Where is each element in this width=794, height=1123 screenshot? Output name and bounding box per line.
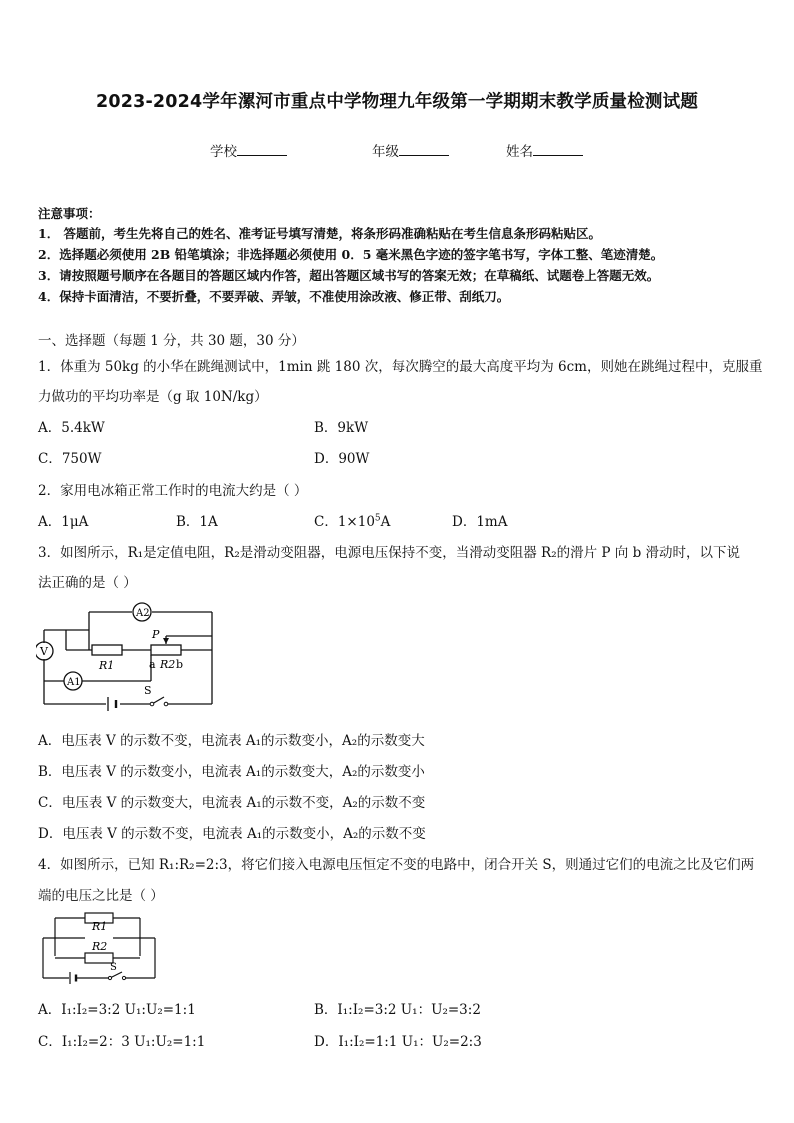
q3-option-a: A．电压表 V 的示数不变，电流表 A₁的示数变小，A₂的示数变大 xyxy=(38,733,425,749)
q3-option-b: B．电压表 V 的示数变小，电流表 A₁的示数变大，A₂的示数变小 xyxy=(38,764,425,780)
q3-option-c: C．电压表 V 的示数变大，电流表 A₁的示数不变，A₂的示数不变 xyxy=(38,795,426,811)
r1-label: R1 xyxy=(92,920,108,933)
slider-p-label: P xyxy=(152,628,160,641)
q4-stem-line2: 端的电压之比是（ ） xyxy=(38,888,164,904)
q2-option-c-unit: A xyxy=(380,514,391,530)
name-label: 姓名 xyxy=(506,144,533,160)
page-title: 2023-2024学年漯河市重点中学物理九年级第一学期期末教学质量检测试题 xyxy=(95,92,699,112)
q4-option-d: D．I₁:I₂=1:1 U₁：U₂=2:3 xyxy=(314,1034,482,1050)
q3-stem-line2: 法正确的是（ ） xyxy=(38,575,137,591)
switch-contact xyxy=(164,702,168,706)
q1-stem-line2: 力做功的平均功率是（g 取 10N/kg） xyxy=(38,389,268,405)
ammeter-a2-label: A2 xyxy=(136,608,150,619)
ammeter-a1-label: A1 xyxy=(67,677,81,688)
q4-option-a: A．I₁:I₂=3:2 U₁:U₂=1:1 xyxy=(38,1002,196,1018)
q2-option-d: D．1mA xyxy=(452,514,508,530)
r2-label: R2 xyxy=(92,940,108,953)
switch-contact xyxy=(108,976,111,979)
q4-stem-line1: 4．如图所示，已知 R₁:R₂=2:3，将它们接入电源电压恒定不变的电路中，闭合开关 S，则通过它们的电流之比及它们两 xyxy=(38,857,755,873)
r1-label: R1 xyxy=(99,659,115,672)
q2-option-c-base: C．1×10 xyxy=(314,514,375,530)
r2-label: R2 xyxy=(160,658,176,671)
school-blank xyxy=(237,143,287,156)
name-field xyxy=(506,140,583,160)
q3-circuit-diagram xyxy=(36,598,226,720)
grade-blank xyxy=(399,143,449,156)
end-a-label: a xyxy=(149,658,156,671)
switch-label: S xyxy=(144,684,152,697)
section-heading: 一、选择题（每题 1 分，共 30 题，30 分） xyxy=(38,333,305,349)
notice-item: 3．请按照题号顺序在各题目的答题区域内作答，超出答题区域书写的答案无效；在草稿纸、试题卷上答题无效。 xyxy=(38,268,660,283)
school-field xyxy=(210,140,287,160)
q1-option-c: C．750W xyxy=(38,451,102,467)
q3-option-d: D．电压表 V 的示数不变，电流表 A₁的示数变小，A₂的示数不变 xyxy=(38,826,426,842)
q2-option-c xyxy=(314,510,390,530)
q4-option-b: B．I₁:I₂=3:2 U₁：U₂=3:2 xyxy=(314,1002,481,1018)
q2-stem: 2．家用电冰箱正常工作时的电流大约是（ ） xyxy=(38,483,308,499)
end-b-label: b xyxy=(176,658,184,671)
q1-option-b: B．9kW xyxy=(314,420,369,436)
switch-label: S xyxy=(110,962,117,973)
voltmeter-label: V xyxy=(40,645,48,658)
grade-label: 年级 xyxy=(372,144,399,160)
q3-stem-line1: 3．如图所示，R₁是定值电阻，R₂是滑动变阻器，电源电压保持不变，当滑动变阻器 R₂的滑片 P 向 b 滑动时，以下说 xyxy=(38,545,740,561)
q2-option-c-exponent: 5 xyxy=(374,513,381,524)
slider-arrow-icon xyxy=(163,638,169,644)
notice-item: 2．选择题必须使用 2B 铅笔填涂；非选择题必须使用 0．5 毫米黑色字迹的签字笔书写，字体工整、笔迹清楚。 xyxy=(38,247,664,262)
q4-option-c: C．I₁:I₂=2：3 U₁:U₂=1:1 xyxy=(38,1034,206,1050)
notice-item: 1． 答题前，考生先将自己的姓名、准考证号填写清楚，将条形码准确粘贴在考生信息条形码粘贴区。 xyxy=(38,226,602,241)
q1-stem-line1: 1．体重为 50kg 的小华在跳绳测试中，1min 跳 180 次，每次腾空的最大高度平均为 6cm，则她在跳绳过程中，克服重 xyxy=(38,359,763,375)
q1-option-a: A．5.4kW xyxy=(38,420,105,436)
q4-circuit-diagram xyxy=(38,910,162,988)
q1-option-d: D．90W xyxy=(314,451,370,467)
school-label: 学校 xyxy=(210,144,237,160)
notice-item: 4．保持卡面清洁，不要折叠，不要弄破、弄皱，不准使用涂改液、修正带、刮纸刀。 xyxy=(38,289,510,304)
switch-contact xyxy=(122,976,125,979)
notice-heading: 注意事项： xyxy=(38,206,101,221)
q2-option-b: B．1A xyxy=(176,514,218,530)
grade-field xyxy=(372,140,449,160)
name-blank xyxy=(533,143,583,156)
switch-contact xyxy=(150,702,154,706)
q2-option-a: A．1μA xyxy=(38,514,89,530)
